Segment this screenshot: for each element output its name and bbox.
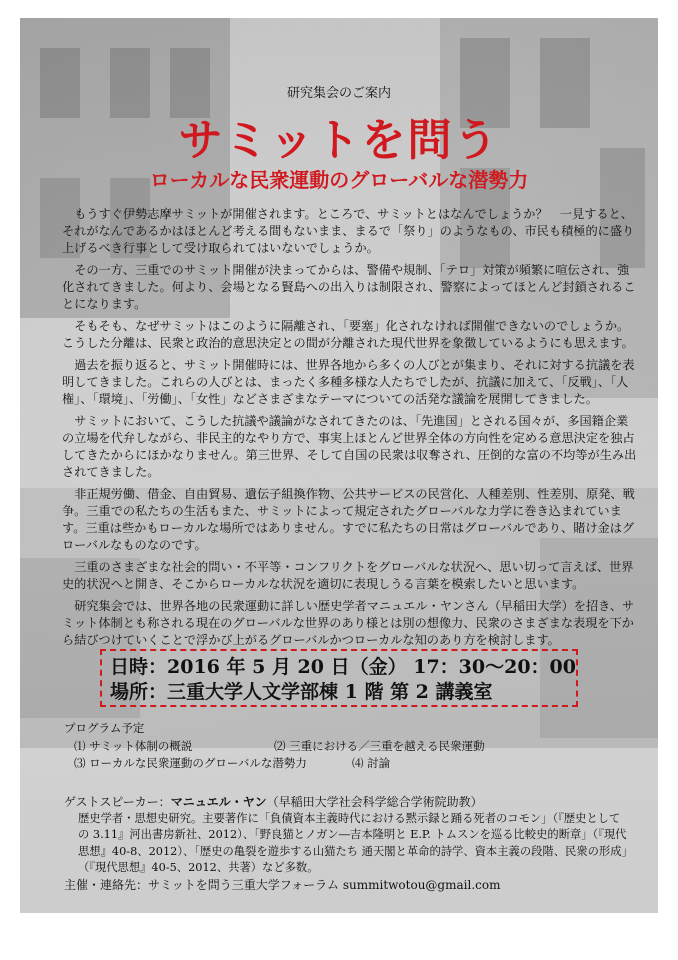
program-item: ⑶ ローカルな民衆運動のグローバルな潜勢力 (74, 756, 307, 770)
guest-heading (64, 794, 630, 811)
guest-bio: 歴史学者・思想史研究。主要著作に「負債資本主義時代における黙示録と踊る死者のコモン」（『歴史としての 3.11』河出書房新社、2012）、「野良猫とノガン―吉本隆明と E.P. トムスンを巡る比較史的断章」（『現代思想』40-8、2012）、「歴史の亀裂を遊歩する山猫たち 通天閣と革命的詩学、資本主義の段階、民衆の形成」（『現代思想』40-5、2012、共著）など多数。 (78, 811, 628, 874)
program-heading: プログラム予定 (64, 721, 145, 735)
body-text (62, 206, 640, 654)
paragraph: サミットにおいて、こうした抗議や議論がなされてきたのは、「先進国」とされる国々が、多国籍企業の立場を代弁しながら、非民主的なやり方で、事実上ほとんど世界全体の方向性を定める意思決定を独占してきたからにほかなりません。第三世界、そして自国の民衆は収奪され、圧倒的な富の不均等が生み出されてきました。 (62, 414, 637, 479)
program-section (64, 720, 624, 772)
paragraph: そもそも、なぜサミットはこのように隔離され、「要塞」化されなければ開催できないのでしょうか。こうした分離は、民衆と政治的意思決定との間が分離された現代世界を象徴しているようにも思えます。 (62, 319, 634, 350)
program-item: ⑵ 三重における／三重を越える民衆運動 (274, 739, 485, 753)
organizer-contact: 主催・連絡先：サミットを問う三重大学フォーラム summitwotou@gmail.com (64, 878, 501, 892)
event-info-box (100, 649, 578, 707)
flyer-sheet (20, 18, 658, 913)
program-item: ⑴ サミット体制の概説 (74, 739, 193, 753)
guest-label: ゲストスピーカー： (64, 795, 171, 809)
paragraph: 非正規労働、借金、自由貿易、遺伝子組換作物、公共サービスの民営化、人種差別、性差別、原発、戦争。三重での私たちの生活もまた、サミットによって規定されたグローバルな力学に巻き込まれています。三重は些かもローカルな場所ではありません。すでに私たちの日常はグローバルであり、賭け金はグローバルなものなのです。 (62, 487, 635, 552)
guest-name: マニュエル・ヤン (170, 795, 267, 809)
paragraph: その一方、三重でのサミット開催が決まってからは、警備や規制、「テロ」対策が頻繁に喧伝され、強化されてきました。何より、会場となる賢島への出入りは制限され、警察によってほとんど封鎖されることになります。 (62, 263, 636, 311)
paragraph: 三重のさまざまな社会的問い・不平等・コンフリクトをグローバルな状況へ、思い切って言えば、世界史的状況へと開き、そこからローカルな状況を適切に表現しうる言葉を模索したいと思います。 (62, 560, 634, 591)
paragraph: もうすぐ伊勢志摩サミットが開催されます。ところで、サミットとはなんでしょうか？ 一見すると、それがなんであるかはほとんど考える間もないまま、まるで「祭り」のようなもの、市民も積極的に盛り上げるべき行事として受け取られてはいないでしょうか。 (62, 207, 635, 255)
guest-affiliation: （早稲田大学社会科学総合学術院助教） (266, 795, 483, 809)
event-datetime: 日時：2016 年 5 月 20 日（金） 17：30〜20：00 (110, 656, 576, 678)
program-row (64, 738, 624, 755)
program-row (64, 755, 624, 772)
flyer-title: サミットを問う (178, 115, 500, 166)
event-place: 場所：三重大学人文学部棟 1 階 第 2 講義室 (110, 681, 493, 703)
guest-speaker-section (64, 794, 630, 877)
event-kicker: 研究集会のご案内 (286, 86, 391, 101)
flyer-content (20, 18, 658, 913)
paragraph: 過去を振り返ると、サミット開催時には、世界各地から多くの人びとが集まり、それに対する抗議を表明してきました。これらの人びとは、まったく多種多様な人たちでしたが、抗議に加えて、「反戦」、「人権」、「環境」、「労働」、「女性」などさまざまなテーマについての活発な議論を展開してきました。 (62, 358, 635, 406)
program-item: ⑷ 討論 (352, 756, 391, 770)
flyer-subtitle: ローカルな民衆運動のグローバルな潜勢力 (149, 168, 529, 192)
paragraph: 研究集会では、世界各地の民衆運動に詳しい歴史学者マニュエル・ヤンさん（早稲田大学）を招き、サミット体制とも称される現在のグローバルな世界のあり様とは別の想像力、民衆のさまざまな表現を下から結びつけていくことで浮かび上がるグローバルかつローカルな知のあり方を検討します。 (62, 599, 635, 647)
